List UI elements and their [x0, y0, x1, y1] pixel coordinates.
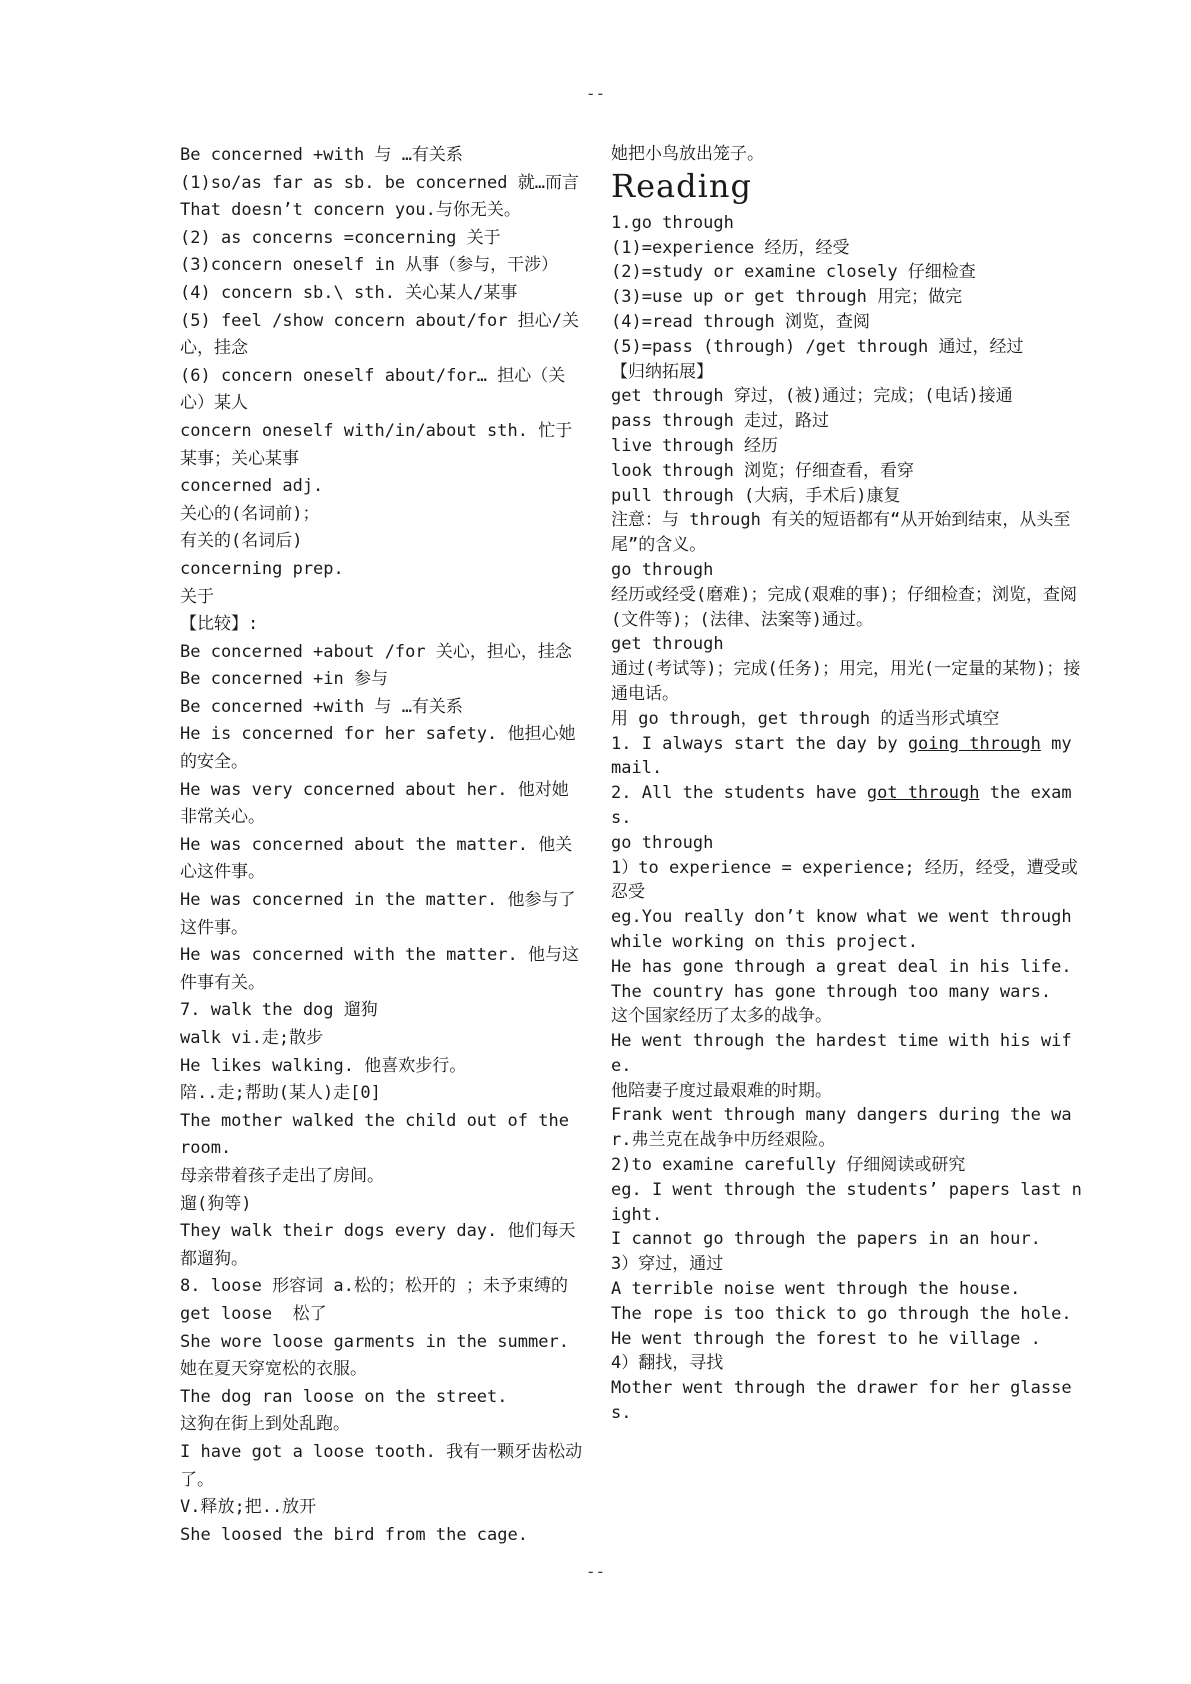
text-line: 7. walk the dog 遛狗 [180, 1000, 378, 1021]
text-line: Mother went through the drawer for her glasses. [611, 1378, 1072, 1424]
text-line: (1)=experience 经历，经受 [611, 237, 850, 258]
text-line: 陪..走;帮助(某人)走[0] [180, 1083, 381, 1104]
text-line: get loose 松了 [180, 1303, 327, 1324]
text-line: (4)=read through 浏览，查阅 [611, 311, 870, 332]
text-line: 他陪妻子度过最艰难的时期。 [611, 1080, 832, 1101]
text-line: (1)so/as far as sb. be concerned 就…而言 [180, 172, 579, 193]
text-line: get through [611, 634, 724, 655]
text-line: concern oneself with/in/about sth. 忙于某事；关心某事 [180, 420, 573, 469]
text-line: pass through 走过，路过 [611, 411, 830, 432]
text-line: 注意：与 through 有关的短语都有“从开始到结束，从头至尾”的含义。 [611, 510, 1071, 556]
text-line: The country has gone through too many wars. [611, 981, 1052, 1002]
exercise-text: my mail. [611, 733, 1082, 779]
exercise-2 [611, 781, 1091, 831]
text-line: 8. loose 形容词 a.松的；松开的 ；未予束缚的 [180, 1276, 569, 1297]
text-line: 关心的(名词前)； [180, 503, 320, 524]
exercise-answer: going through [907, 733, 1041, 754]
text-line: live through 经历 [611, 435, 779, 456]
text-line: (6) concern oneself about/for… 担心（关心）某人 [180, 365, 566, 414]
left-column [180, 142, 585, 1549]
exercise-answer: got through [866, 783, 980, 804]
exercise-text: 2. All the students have [611, 783, 867, 804]
text-line: go through [611, 832, 714, 853]
text-line: He was concerned about the matter. 他关心这件事。 [180, 834, 573, 883]
text-line: He was concerned in the matter. 他参与了这件事。 [180, 890, 576, 938]
text-line: The mother walked the child out of the room. [180, 1110, 580, 1159]
section-title: Reading [611, 166, 752, 205]
right-column [611, 142, 1091, 1426]
exercise-text: the exams. [611, 783, 1072, 828]
exercise-text: 1. I always start the day by [611, 733, 908, 754]
text-line: 有关的(名词后) [180, 531, 303, 552]
text-line: get through 穿过，(被)通过；完成；(电话)接通 [611, 386, 1013, 407]
text-line: She loosed the bird from the cage. [180, 1524, 528, 1545]
text-line: 2)to examine carefully 仔细阅读或研究 [611, 1155, 966, 1176]
text-line: concerned adj. [180, 476, 324, 497]
text-line: 这狗在街上到处乱跑。 [180, 1414, 350, 1435]
text-line: (3)concern oneself in 从事（参与，干涉） [180, 255, 559, 276]
text-line: I cannot go through the papers in an hour. [611, 1229, 1041, 1250]
text-line: He has gone through a great deal in his life. [611, 956, 1072, 977]
text-line: 遛(狗等) [180, 1193, 252, 1214]
text-line: (5) feel /show concern about/for 担心/关心，挂念 [180, 310, 579, 359]
text-line: look through 浏览；仔细查看，看穿 [611, 460, 915, 481]
text-line: 1.go through [611, 212, 734, 233]
text-line: pull through (大病，手术后)康复 [611, 485, 901, 506]
text-line: He went through the forest to he village . [611, 1328, 1041, 1349]
page-header-mark: -- [585, 84, 606, 103]
text-line: He went through the hardest time with his wife. [611, 1031, 1072, 1076]
text-line: 她把小鸟放出笼子。 [611, 144, 764, 164]
text-line: He was concerned with the matter. 他与这件事有关。 [180, 945, 579, 993]
text-line: The rope is too thick to go through the hole. [611, 1303, 1072, 1324]
text-line: He is concerned for her safety. 他担心她的安全。 [180, 724, 576, 773]
text-line: Be concerned +in 参与 [180, 669, 388, 690]
text-line: go through [611, 559, 714, 580]
text-line: 4）翻找，寻找 [611, 1353, 724, 1374]
text-line: 3）穿过，通过 [611, 1254, 724, 1275]
page-footer-mark: -- [585, 1562, 606, 1581]
text-line: eg.You really don’t know what we went through while working on this project. [611, 907, 1082, 952]
text-line: walk vi.走;散步 [180, 1028, 324, 1048]
text-line: eg. I went through the students’ papers last night. [611, 1179, 1082, 1225]
section-heading: 【归纳拓展】 [611, 361, 713, 382]
text-line: Frank went through many dangers during the war.弗兰克在战争中历经艰险。 [611, 1105, 1072, 1151]
text-line: (3)=use up or get through 用完；做完 [611, 287, 963, 308]
text-line: Be concerned +with 与 …有关系 [180, 145, 463, 165]
text-line: She wore loose garments in the summer. 她在夏天穿宽松的衣服。 [180, 1331, 580, 1380]
text-line: A terrible noise went through the house. [611, 1279, 1021, 1300]
text-line: He likes walking. 他喜欢步行。 [180, 1055, 467, 1076]
text-line: I have got a loose tooth. 我有一颗牙齿松动了。 [180, 1441, 583, 1490]
text-line: 通过(考试等)；完成(任务)；用完，用光(一定量的某物)；接通电话。 [611, 659, 1081, 704]
text-line: 1）to experience = experience; 经历，经受，遭受或忍受 [611, 857, 1078, 903]
text-line: The dog ran loose on the street. [180, 1386, 508, 1407]
exercise-1 [611, 732, 1091, 782]
text-line: concerning prep. [180, 558, 344, 579]
text-line: 母亲带着孩子走出了房间。 [180, 1165, 384, 1186]
text-line: (2) as concerns =concerning 关于 [180, 227, 501, 248]
text-line: They walk their dogs every day. 他们每天都遛狗。 [180, 1221, 576, 1269]
text-line: Be concerned +with 与 …有关系 [180, 696, 463, 717]
text-line: (5)=pass (through) /get through 通过，经过 [611, 336, 1024, 357]
section-heading: 【比较】: [180, 614, 259, 635]
text-line: (2)=study or examine closely 仔细检查 [611, 262, 976, 283]
text-line: V.释放;把..放开 [180, 1497, 317, 1518]
text-line: 用 go through，get through 的适当形式填空 [611, 708, 1000, 729]
text-line: 关于 [180, 586, 214, 607]
text-line: 这个国家经历了太多的战争。 [611, 1006, 832, 1027]
text-line: 经历或经受(磨难)；完成(艰难的事)；仔细检查；浏览，查阅(文件等)；(法律、法案等)通过。 [611, 584, 1077, 630]
text-line: That doesn’t concern you.与你无关。 [180, 200, 521, 221]
text-line: Be concerned +about /for 关心，担心，挂念 [180, 641, 572, 662]
text-line: (4) concern sb.\ sth. 关心某人/某事 [180, 282, 518, 303]
text-line: He was very concerned about her. 他对她非常关心。 [180, 779, 569, 828]
